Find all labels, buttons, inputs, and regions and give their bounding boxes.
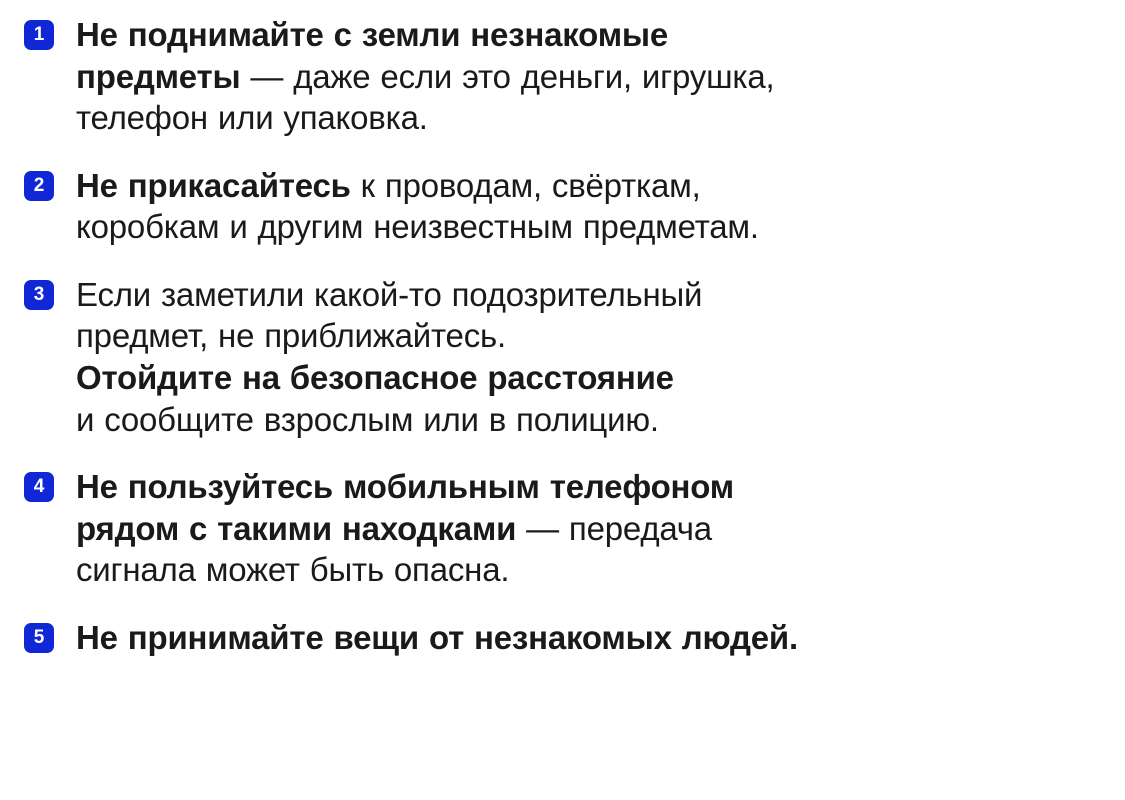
rule-text-line [76,165,1107,207]
rule-text-emphasis: Не поднимайте с земли незнакомые [76,16,669,53]
rule-text-emphasis: Не пользуйтесь мобильным телефоном [76,468,734,506]
rule-text-line [76,56,1107,98]
rule-text-plain: сигнала может быть опасна. [76,551,510,589]
rule-number-badge: 3 [24,280,54,310]
rule-text-plain: коробкам и другим неизвестным предметам. [76,208,759,246]
rule-text-line [76,274,1107,316]
rule-text [76,617,1107,659]
rule-number-badge: 2 [24,171,54,201]
rule-text-plain: к проводам, свёрткам, [350,166,701,204]
rule-text-plain: Если заметили какой-то подозрительный [76,275,703,313]
rule-text [76,165,1107,248]
rule-text-plain: и сообщите взрослым или в полицию. [76,400,659,438]
rule-text-line [76,466,1107,508]
rule-text-emphasis: Не прикасайтесь [76,166,351,204]
rule-text-line [76,399,1107,441]
rule-list [18,14,1107,659]
rule-item [18,274,1107,440]
rule-text-line [76,315,1107,357]
rule-text-plain: телефон или упаковка. [76,99,428,137]
rule-text-plain: — даже если это деньги, игрушка, [240,57,775,95]
rule-number-badge: 5 [24,623,54,653]
rule-text-line [76,357,1107,399]
rule-text-emphasis: Отойдите на безопасное расстояние [76,359,674,397]
rule-item [18,466,1107,591]
rule-text-line [76,14,1107,56]
rule-text [76,274,1107,440]
rule-text-line [76,549,1107,591]
rule-item [18,165,1107,248]
rule-number-badge: 1 [24,20,54,50]
rule-text [76,466,1107,591]
rule-text [76,14,1107,139]
rule-text-plain: предмет, не приближайтесь. [76,317,506,355]
rule-text-emphasis: Не принимайте вещи от незнакомых людей. [76,618,798,656]
rule-text-line [76,97,1107,139]
rule-number-badge: 4 [24,472,54,502]
rule-text-line [76,508,1107,550]
rule-text-line [76,206,1107,248]
rule-text-plain: — передача [516,509,712,547]
rule-text-line [76,617,1107,659]
rule-text-emphasis: рядом с такими находками [76,509,517,547]
rule-text-emphasis: предметы [76,57,241,95]
rule-item [18,617,1107,659]
rule-item [18,14,1107,139]
